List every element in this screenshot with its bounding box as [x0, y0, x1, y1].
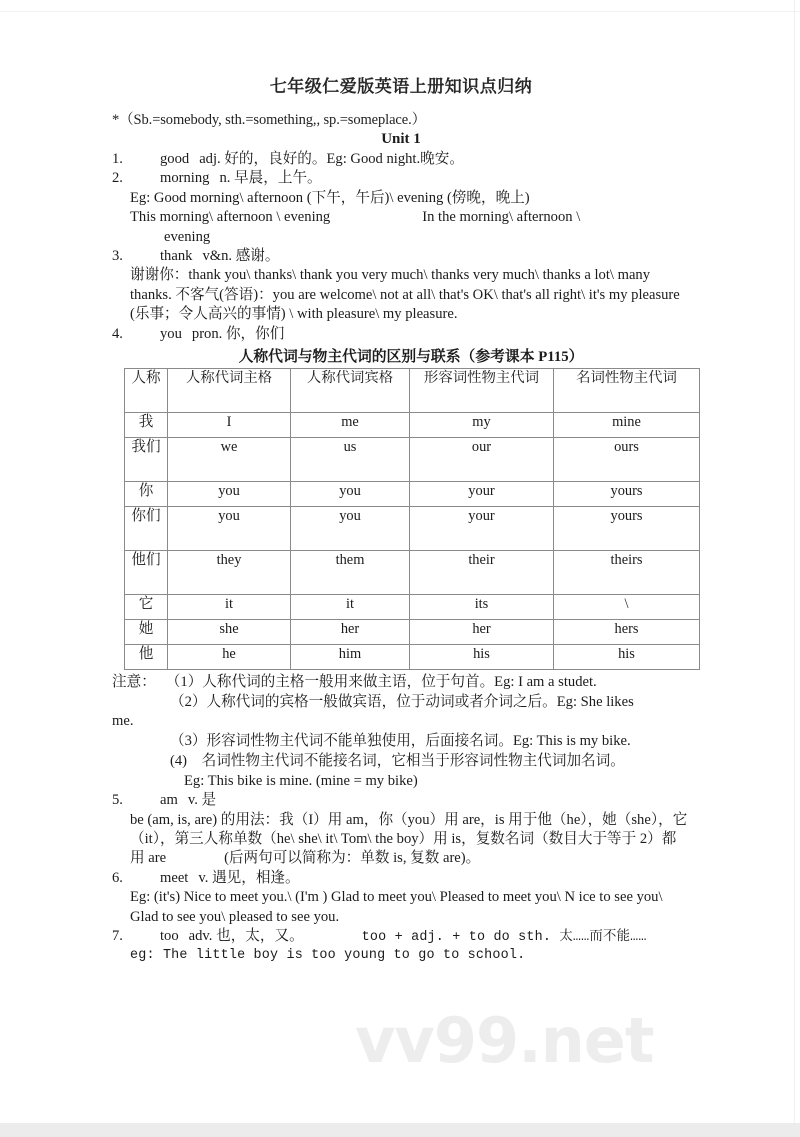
entry-number: 4. — [112, 325, 123, 342]
abbreviation-note: *（Sb.=somebody, sth.=something,, sp.=someplace.） — [112, 112, 427, 128]
cell-object: her — [291, 620, 410, 645]
page-title: 七年级仁爱版英语上册知识点归纳 — [269, 77, 533, 96]
pronoun-table — [124, 368, 700, 670]
part-of-speech: v. — [187, 792, 198, 809]
entry-number: 7. — [112, 928, 123, 945]
cell-person: 它 — [125, 595, 168, 620]
entry-4 — [112, 325, 690, 344]
cell-person: 你们 — [125, 507, 168, 551]
entry-meaning: 好的，良好的。Eg: Good night.晚安。 — [224, 151, 464, 167]
scan-edge-top — [0, 11, 800, 12]
entry-meaning: 你，你们 — [225, 325, 285, 342]
entry-number: 2. — [112, 170, 123, 187]
cell-subject: we — [168, 438, 291, 482]
cell-subject: he — [168, 645, 291, 670]
entry-example-continuation: evening — [164, 228, 211, 245]
entry-number: 1. — [112, 151, 123, 167]
cell-adj-possessive: their — [410, 551, 554, 595]
headword: you — [160, 325, 182, 342]
cell-noun-possessive: mine — [554, 413, 700, 438]
cell-adj-possessive: your — [410, 507, 554, 551]
entry-number: 6. — [112, 869, 123, 886]
cell-object: you — [291, 507, 410, 551]
cell-subject: they — [168, 551, 291, 595]
cell-subject: she — [168, 620, 291, 645]
cell-object: him — [291, 645, 410, 670]
table-row — [125, 413, 700, 438]
entry-meaning: 也，太，又。 — [216, 928, 304, 945]
note-line — [112, 693, 690, 713]
entry-meaning: 是 — [201, 792, 217, 809]
cell-noun-possessive: his — [554, 645, 700, 670]
cell-adj-possessive: his — [410, 645, 554, 670]
entry-headline — [112, 927, 690, 947]
usage-text: be (am, is, are) 的用法：我（I）用 am，你（you）用 are，is 用于他（he），她（she），它（it），第三人称单数（he\ she\ it\ Tom\ the boy）用 is，复数名词（数目大于等于 2）都用 are — [130, 811, 688, 867]
cell-adj-possessive: her — [410, 620, 554, 645]
table-header-cell: 人称代词主格 — [168, 369, 291, 413]
entry-7 — [112, 927, 690, 965]
table-row — [125, 620, 700, 645]
cell-object: you — [291, 482, 410, 507]
headword: too — [160, 928, 179, 945]
document-body — [112, 72, 690, 965]
entry-example-mono: eg: The little boy is too young to go to school. — [130, 947, 526, 963]
table-header-cell: 形容词性物主代词 — [410, 369, 554, 413]
note-text: Eg: This bike is mine. (mine = my bike) — [184, 772, 418, 789]
cell-subject: you — [168, 507, 291, 551]
note-text: me. — [112, 713, 134, 730]
notes-label: 注意： — [112, 674, 156, 691]
cell-noun-possessive: ours — [554, 438, 700, 482]
entry-example-line — [112, 208, 690, 227]
entry-headline — [112, 325, 690, 344]
cell-subject: you — [168, 482, 291, 507]
cell-person: 他们 — [125, 551, 168, 595]
part-of-speech: v. — [198, 869, 209, 886]
cell-object: them — [291, 551, 410, 595]
cell-noun-possessive: yours — [554, 507, 700, 551]
note-text: （3）形容词性物主代词不能单独使用，后面接名词。Eg: This is my bike. — [170, 733, 631, 750]
entry-meaning: 遇见，相逢。 — [212, 869, 300, 886]
table-row — [125, 438, 700, 482]
note-text: （2）人称代词的宾格一般做宾语，位于动词或者介词之后。Eg: She likes — [170, 693, 634, 710]
cell-subject: it — [168, 595, 291, 620]
table-row — [125, 595, 700, 620]
usage-note: (后两句可以简称为：单数 is, 复数 are)。 — [224, 850, 481, 867]
phrase-left: This morning\ afternoon \ evening — [130, 209, 331, 226]
cell-person: 你 — [125, 482, 168, 507]
headword: thank — [160, 248, 193, 265]
entry-example-block: Eg: (it's) Nice to meet you.\ (I'm ) Glad to meet you\ Pleased to meet you\ N ice to see you\ Glad to see you\ pleased to see you. — [130, 889, 663, 925]
unit-heading: Unit 1 — [381, 131, 421, 147]
entry-number: 3. — [112, 248, 123, 265]
entry-headline — [112, 791, 690, 810]
note-text: （1）人称代词的主格一般用来做主语，位于句首。Eg: I am a studet. — [165, 674, 597, 691]
scan-edge-bottom — [0, 1123, 800, 1137]
cell-noun-possessive: theirs — [554, 551, 700, 595]
cell-person: 她 — [125, 620, 168, 645]
note-line — [112, 673, 690, 693]
entry-number: 5. — [112, 792, 123, 809]
site-watermark: vv99.net — [355, 1004, 654, 1077]
note-line — [112, 772, 690, 792]
note-line-continuation — [112, 712, 690, 732]
entry-3 — [112, 247, 690, 325]
headword: meet — [160, 869, 189, 886]
cell-person: 我们 — [125, 438, 168, 482]
grammar-formula: too + adj. + to do sth. 太……而不能…… — [361, 930, 647, 946]
cell-adj-possessive: its — [410, 595, 554, 620]
note-line — [112, 752, 690, 772]
pronoun-table-container — [124, 368, 680, 670]
cell-noun-possessive: yours — [554, 482, 700, 507]
entry-headline — [112, 169, 690, 188]
phrase-right: In the morning\ afternoon \ — [422, 209, 581, 226]
cell-adj-possessive: our — [410, 438, 554, 482]
part-of-speech: v&n. — [202, 248, 233, 265]
entry-5 — [112, 791, 690, 869]
entry-meaning: 早晨，上午。 — [234, 170, 322, 187]
entry-headline — [112, 869, 690, 888]
part-of-speech: adv. — [188, 928, 213, 945]
pronoun-table-caption: 人称代词与物主代词的区别与联系（参考课本 P115） — [238, 349, 584, 366]
headword: good — [160, 151, 190, 167]
cell-object: it — [291, 595, 410, 620]
table-header-cell: 人称 — [125, 369, 168, 413]
cell-object: us — [291, 438, 410, 482]
headword: am — [160, 792, 178, 809]
cell-noun-possessive: \ — [554, 595, 700, 620]
note-text: (4) 名词性物主代词不能接名词，它相当于形容词性物主代词加名词。 — [170, 752, 625, 769]
headword: morning — [160, 170, 210, 187]
part-of-speech: adj. — [199, 151, 221, 167]
cell-adj-possessive: your — [410, 482, 554, 507]
entry-headline — [112, 150, 690, 169]
table-row — [125, 507, 700, 551]
entry-6 — [112, 869, 690, 927]
part-of-speech: pron. — [191, 325, 223, 342]
scan-edge-right — [794, 0, 795, 1137]
pronoun-notes — [112, 673, 690, 791]
entry-1 — [112, 150, 690, 169]
cell-noun-possessive: hers — [554, 620, 700, 645]
entry-2 — [112, 169, 690, 247]
note-line — [112, 732, 690, 752]
entry-example-block: 谢谢你：thank you\ thanks\ thank you very much\ thanks very much\ thanks a lot\ many thanks. 不客气(答语)：you are welcome\ not at all\ that's OK\ that's all right\ it's my pleasure (乐事；令人高兴的事情) \ with pleasure\ my pleasure. — [130, 267, 680, 323]
table-header-cell: 人称代词宾格 — [291, 369, 410, 413]
table-row — [125, 482, 700, 507]
entry-example-line: Eg: Good morning\ afternoon (下午，午后)\ evening (傍晚，晚上) — [130, 189, 530, 206]
table-row — [125, 645, 700, 670]
cell-person: 他 — [125, 645, 168, 670]
entry-explanation — [112, 811, 690, 869]
table-header-row — [125, 369, 700, 413]
table-header-cell: 名词性物主代词 — [554, 369, 700, 413]
cell-subject: I — [168, 413, 291, 438]
cell-adj-possessive: my — [410, 413, 554, 438]
cell-object: me — [291, 413, 410, 438]
entry-meaning: 感谢。 — [235, 248, 280, 265]
entry-headline — [112, 247, 690, 266]
table-row — [125, 551, 700, 595]
cell-person: 我 — [125, 413, 168, 438]
part-of-speech: n. — [219, 170, 231, 187]
